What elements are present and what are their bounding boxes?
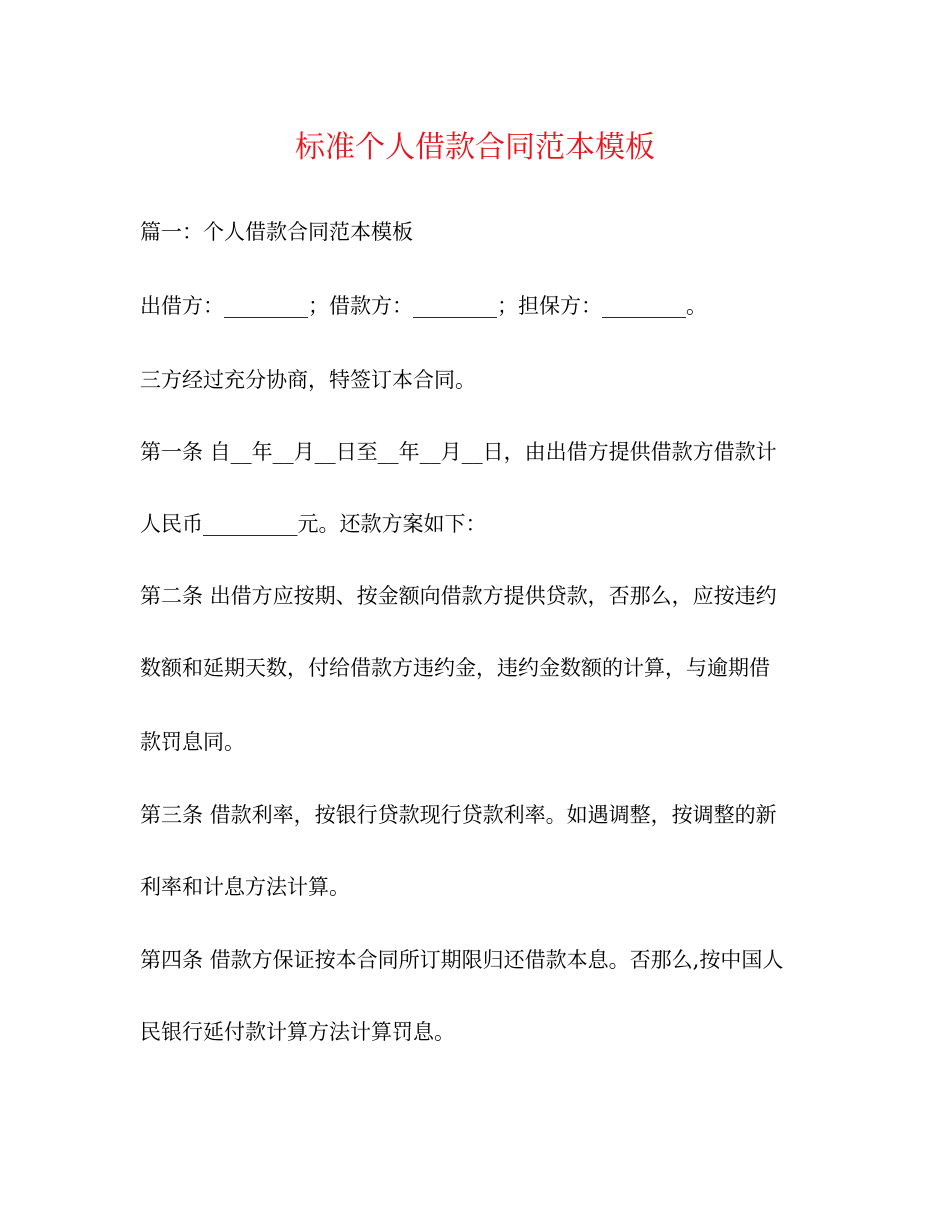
article-4-line-1: 第四条 借款方保证按本合同所订期限归还借款本息。否那么,按中国人	[140, 948, 784, 972]
agreement-statement: 三方经过充分协商，特签订本合同。	[140, 368, 476, 392]
parties-line: 出借方：________；借款方：________；担保方：________。	[140, 294, 707, 318]
article-3-line-1: 第三条 借款利率，按银行贷款现行贷款利率。如遇调整，按调整的新	[140, 803, 777, 827]
article-2-line-2: 数额和延期天数，付给借款方违约金，违约金数额的计算，与逾期借	[140, 656, 770, 680]
document-title: 标准个人借款合同范本模板	[295, 130, 655, 165]
article-3-line-2: 利率和计息方法计算。	[140, 875, 350, 899]
article-1-line-1: 第一条 自__年__月__日至__年__月__日，由出借方提供借款方借款计	[140, 440, 777, 464]
article-1-line-2: 人民币_________元。还款方案如下：	[140, 512, 487, 536]
section-heading: 篇一：个人借款合同范本模板	[140, 220, 413, 244]
article-2-line-3: 款罚息同。	[140, 730, 245, 754]
article-2-line-1: 第二条 出借方应按期、按金额向借款方提供贷款，否那么，应按违约	[140, 584, 777, 608]
article-4-line-2: 民银行延付款计算方法计算罚息。	[140, 1020, 455, 1044]
